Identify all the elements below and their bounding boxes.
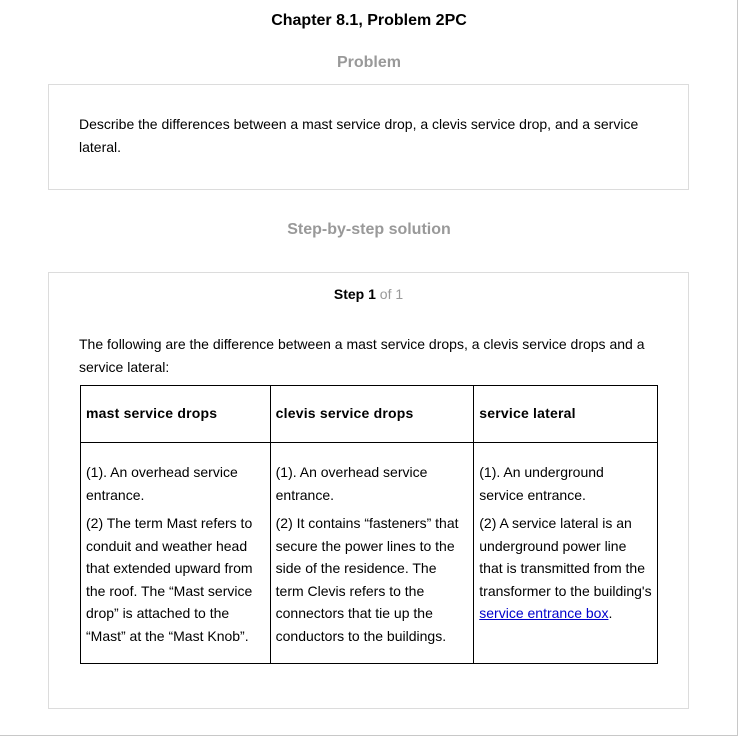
step-of-total: of 1 bbox=[379, 286, 404, 302]
lateral-point-2-end: . bbox=[608, 605, 613, 621]
table-header-row bbox=[81, 386, 658, 443]
cell-clevis-service-drops bbox=[270, 443, 474, 664]
page-title: Chapter 8.1, Problem 2PC bbox=[271, 12, 467, 29]
problem-card bbox=[48, 84, 689, 190]
solution-heading: Step-by-step solution bbox=[287, 221, 451, 238]
header-clevis-service-drops: clevis service drops bbox=[270, 386, 474, 443]
header-service-lateral: service lateral bbox=[474, 386, 658, 443]
problem-text: Describe the differences between a mast service drop, a clevis service drop, and a service lateral. bbox=[79, 116, 639, 155]
problem-heading: Problem bbox=[336, 54, 401, 71]
cell-mast-service-drops bbox=[81, 443, 271, 664]
mast-point-2: (2) The term Mast refers to conduit and weather head that extended upward from the roof. The “Mast service drop” is attached to the “Mast” at the “Mast Knob”. bbox=[86, 515, 253, 644]
solution-card bbox=[48, 272, 689, 709]
step-number: 1 bbox=[368, 286, 376, 302]
clevis-point-2: (2) It contains “fasteners” that secure the power lines to the side of the residence. The term Clevis refers to the connectors that tie up the conductors to the buildings. bbox=[275, 515, 459, 644]
header-mast-service-drops: mast service drops bbox=[81, 386, 271, 443]
lateral-point-2-text: (2) A service lateral is an underground power line that is transmitted from the transformer to the building's bbox=[479, 515, 652, 599]
differences-table bbox=[80, 385, 658, 664]
service-entrance-box-link[interactable]: service entrance box bbox=[479, 605, 609, 621]
lateral-point-1: (1). An underground service entrance. bbox=[479, 464, 604, 503]
step-word: Step bbox=[333, 286, 365, 302]
table-row bbox=[81, 443, 658, 664]
mast-point-1: (1). An overhead service entrance. bbox=[86, 464, 238, 503]
step-indicator bbox=[49, 286, 688, 302]
solution-intro: The following are the difference between a mast service drops, a clevis service drops and a service lateral: bbox=[79, 336, 645, 375]
lateral-point-2 bbox=[479, 512, 652, 625]
clevis-point-1: (1). An overhead service entrance. bbox=[275, 464, 428, 503]
cell-service-lateral bbox=[474, 443, 658, 664]
